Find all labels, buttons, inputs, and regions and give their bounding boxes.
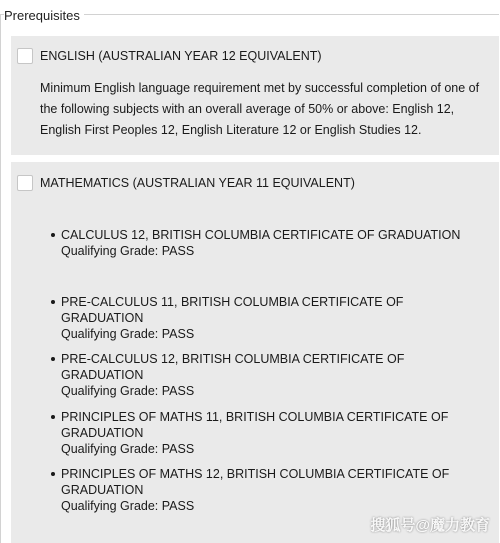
list-item [61, 351, 471, 399]
english-requirement-checkbox[interactable] [17, 48, 33, 64]
list-item [61, 409, 471, 457]
english-requirement-title: ENGLISH (AUSTRALIAN YEAR 12 EQUIVALENT) [40, 49, 322, 63]
mathematics-requirement-title: MATHEMATICS (AUSTRALIAN YEAR 11 EQUIVALENT) [40, 176, 355, 190]
qualifying-grade: Qualifying Grade: PASS [61, 499, 195, 513]
qualifying-grade: Qualifying Grade: PASS [61, 384, 195, 398]
qualifying-grade: Qualifying Grade: PASS [61, 327, 195, 341]
bullet-icon [51, 472, 55, 476]
source-watermark: 搜狐号@魔力教育 [370, 517, 490, 534]
mathematics-requirement-card [11, 162, 499, 543]
english-requirement-description: Minimum English language requirement met by successful completion of one of the following subjects with an overall average of 50% or above: English 12, English First Peoples 12, English Literature 12 or English Studies 12. [40, 81, 480, 137]
list-item [61, 227, 471, 259]
list-item [61, 466, 471, 514]
subject-name: PRINCIPLES OF MATHS 11, BRITISH COLUMBIA CERTIFICATE OF GRADUATION [61, 410, 449, 440]
list-item [61, 294, 471, 342]
bullet-icon [51, 357, 55, 361]
subject-name: PRE-CALCULUS 12, BRITISH COLUMBIA CERTIFICATE OF GRADUATION [61, 352, 405, 382]
prerequisites-legend: Prerequisites [4, 8, 84, 24]
subject-name: CALCULUS 12, BRITISH COLUMBIA CERTIFICATE OF GRADUATION [61, 228, 461, 242]
subject-name: PRE-CALCULUS 11, BRITISH COLUMBIA CERTIFICATE OF GRADUATION [61, 295, 404, 325]
mathematics-requirement-checkbox[interactable] [17, 175, 33, 191]
subject-name: PRINCIPLES OF MATHS 12, BRITISH COLUMBIA CERTIFICATE OF GRADUATION [61, 467, 450, 497]
bullet-icon [51, 300, 55, 304]
english-requirement-card [11, 36, 499, 155]
bullet-icon [51, 233, 55, 237]
bullet-icon [51, 415, 55, 419]
qualifying-grade: Qualifying Grade: PASS [61, 442, 195, 456]
qualifying-grade: Qualifying Grade: PASS [61, 244, 195, 258]
